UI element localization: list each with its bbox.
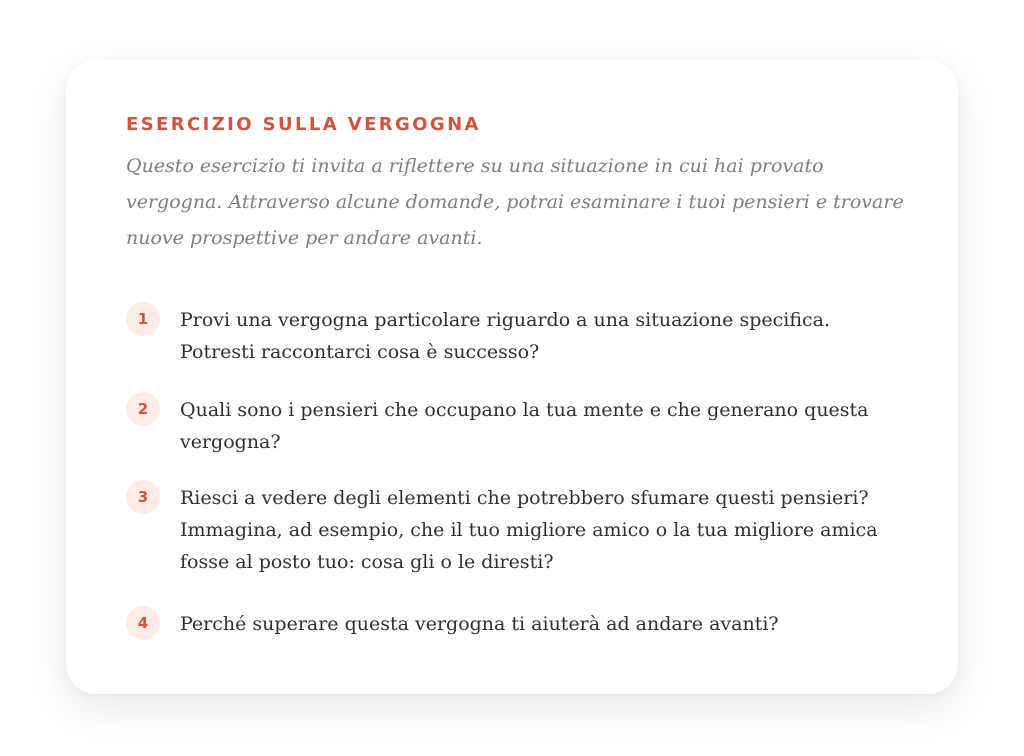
question-number-badge: 4 — [126, 606, 160, 640]
exercise-card — [66, 60, 958, 694]
question-text: Perché superare questa vergogna ti aiuterà ad andare avanti? — [180, 613, 779, 635]
question-text: Riesci a vedere degli elementi che potrebbero sfumare questi pensieri? Immagina, ad esempio, che il tuo migliore amico o la tua migliore amica fosse al posto tuo: cosa gli o le diresti? — [180, 487, 878, 573]
question-number-badge: 1 — [126, 302, 160, 336]
question-number-badge: 3 — [126, 480, 160, 514]
question-number-badge: 2 — [126, 392, 160, 426]
question-text: Quali sono i pensieri che occupano la tua mente e che generano questa vergogna? — [180, 399, 869, 453]
question-text: Provi una vergogna particolare riguardo a una situazione specifica. Potresti raccontarci cosa è successo? — [180, 309, 831, 363]
exercise-intro: Questo esercizio ti invita a riflettere su una situazione in cui hai provato vergogna. Attraverso alcune domande, potrai esaminare i tuoi pensieri e trovare nuove prospettive per andare avanti. — [126, 155, 904, 249]
exercise-title: ESERCIZIO SULLA VERGOGNA — [126, 114, 481, 135]
